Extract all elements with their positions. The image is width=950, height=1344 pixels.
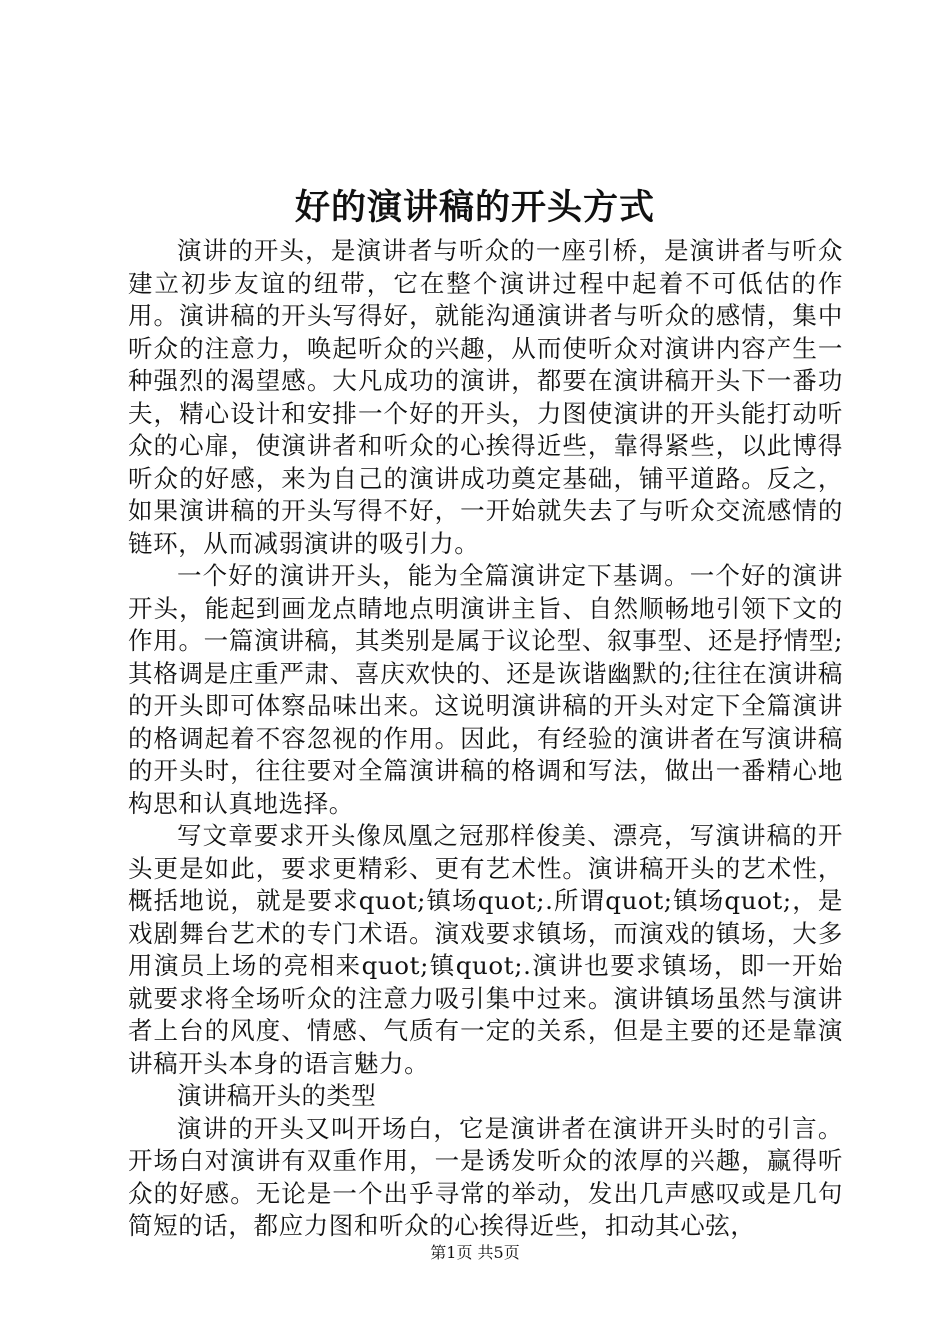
section-heading: 演讲稿开头的类型: [177, 1081, 377, 1110]
paragraph-3: 写文章要求开头像凤凰之冠那样俊美、漂亮，写演讲稿的开头更是如此，要求更精彩、更有艺术性。演讲稿开头的艺术性，概括地说，就是要求quot;镇场quot;.所谓quot;镇场quot;，是戏剧舞台艺术的专门术语。演戏要求镇场，而演戏的镇场，大多用演员上场的亮相来quot;镇quot;.演讲也要求镇场，即一开始就要求将全场听众的注意力吸引集中过来。演讲镇场虽然与演讲者上台的风度、情感、气质有一定的关系，但是主要的还是靠演讲稿开头本身的语言魅力。: [128, 821, 843, 1078]
paragraph-1: 演讲的开头，是演讲者与听众的一座引桥，是演讲者与听众建立初步友谊的纽带，它在整个演讲过程中起着不可低估的作用。演讲稿的开头写得好，就能沟通演讲者与听众的感情，集中听众的注意力，唤起听众的兴趣，从而使听众对演讲内容产生一种强烈的渴望感。大凡成功的演讲，都要在演讲稿开头下一番功夫，精心设计和安排一个好的开头，力图使演讲的开头能打动听众的心扉，使演讲者和听众的心挨得近些，靠得紧些，以此博得听众的好感，来为自己的演讲成功奠定基础，铺平道路。反之，如果演讲稿的开头写得不好，一开始就失去了与听众交流感情的链环，从而减弱演讲的吸引力。: [128, 236, 843, 558]
document-title: 好的演讲稿的开头方式: [294, 187, 655, 228]
page-footer: 第1页 共5页: [430, 1243, 520, 1262]
paragraph-2: 一个好的演讲开头，能为全篇演讲定下基调。一个好的演讲开头，能起到画龙点睛地点明演讲主旨、自然顺畅地引领下文的作用。一篇演讲稿，其类别是属于议论型、叙事型、还是抒情型;其格调是庄重严肃、喜庆欢快的、还是诙谐幽默的;往往在演讲稿的开头即可体察品味出来。这说明演讲稿的开头对定下全篇演讲的格调起着不容忽视的作用。因此，有经验的演讲者在写演讲稿的开头时，往往要对全篇演讲稿的格调和写法，做出一番精心地构思和认真地选择。: [128, 561, 843, 818]
document-body: [128, 235, 843, 1243]
paragraph-4: 演讲的开头又叫开场白，它是演讲者在演讲开头时的引言。开场白对演讲有双重作用，一是诱发听众的浓厚的兴趣，赢得听众的好感。无论是一个出乎寻常的举动，发出几声感叹或是几句简短的话，都应力图和听众的心挨得近些，扣动其心弦，: [128, 1113, 843, 1240]
